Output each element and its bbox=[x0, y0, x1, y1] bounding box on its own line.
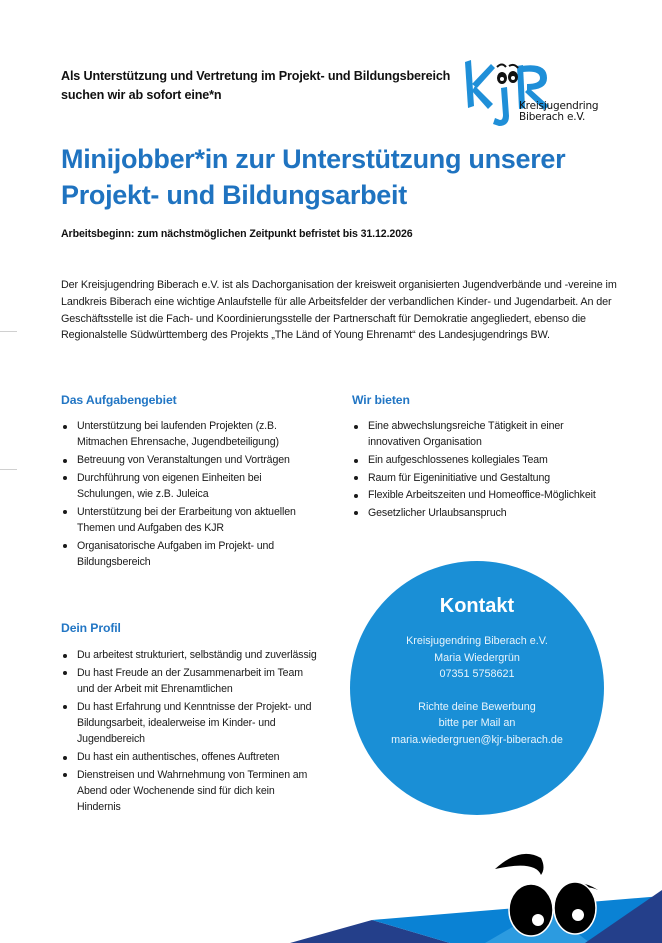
profile-list bbox=[62, 647, 317, 817]
intro-line-1: Als Unterstützung und Vertretung im Projekt- und Bildungsbereich bbox=[61, 69, 451, 83]
logo-subtitle bbox=[519, 101, 598, 123]
contact-details bbox=[350, 633, 604, 748]
offer-list-item: Ein aufgeschlossenes kollegiales Team bbox=[353, 452, 603, 468]
offer-list bbox=[353, 418, 603, 522]
logo-subtitle-line-2: Biberach e.V. bbox=[519, 111, 586, 123]
kjr-logo bbox=[457, 54, 597, 134]
contact-phone[interactable]: 07351 5758621 bbox=[439, 668, 515, 680]
left-eye-icon bbox=[509, 884, 553, 936]
profile-list-item: Du arbeitest strukturiert, selbständig und zuverlässig bbox=[62, 647, 317, 663]
contact-apply-line-2: bitte per Mail an bbox=[438, 717, 516, 729]
right-eye-icon bbox=[554, 882, 596, 934]
fold-mark-upper bbox=[0, 331, 17, 332]
tasks-list-item: Unterstützung bei der Erarbeitung von aktuellen Themen und Aufgaben des KJR bbox=[62, 504, 317, 537]
contact-apply-line-1: Richte deine Bewerbung bbox=[418, 700, 536, 713]
profile-heading: Dein Profil bbox=[61, 621, 121, 635]
tasks-list-item: Organisatorische Aufgaben im Projekt- und Bildungsbereich bbox=[62, 538, 317, 571]
contact-organization: Kreisjugendring Biberach e.V. bbox=[406, 635, 548, 647]
profile-list-item: Du hast ein authentisches, offenes Auftreten bbox=[62, 749, 317, 765]
job-title-line-2: Projekt- und Bildungsarbeit bbox=[61, 180, 407, 210]
offer-list-item: Raum für Eigeninitiative und Gestaltung bbox=[353, 470, 603, 486]
contact-title: Kontakt bbox=[439, 595, 515, 617]
profile-list-item: Dienstreisen und Wahrnehmung von Terminen am Abend oder Wochenende sind für dich kein Hindernis bbox=[62, 767, 317, 816]
job-title-line-1: Minijobber*in zur Unterstützung unserer bbox=[61, 144, 566, 174]
intro-text bbox=[61, 67, 461, 105]
profile-list-item: Du hast Erfahrung und Kenntnisse der Projekt- und Bildungsarbeit, idealerweise im Kinder- und Jugendbereich bbox=[62, 699, 317, 748]
tasks-list bbox=[62, 418, 317, 572]
intro-line-2: suchen wir ab sofort eine*n bbox=[61, 88, 222, 102]
fold-mark-lower bbox=[0, 469, 17, 470]
contact-name: Maria Wiedergrün bbox=[434, 651, 520, 664]
left-eyebrow-icon bbox=[495, 854, 544, 875]
tasks-list-item: Durchführung von eigenen Einheiten bei Schulungen, wie z.B. Juleica bbox=[62, 470, 317, 503]
contact-email[interactable]: maria.wiedergruen@kjr-biberach.de bbox=[391, 733, 563, 746]
start-info: Arbeitsbeginn: zum nächstmöglichen Zeitpunkt befristet bis 31.12.2026 bbox=[61, 228, 413, 240]
profile-list-item: Du hast Freude an der Zusammenarbeit im Team und der Arbeit mit Ehrenamtlichen bbox=[62, 665, 317, 698]
about-paragraph: Der Kreisjugendring Biberach e.V. ist als Dachorganisation der kreisweit organisierten Jugendverbände und -vereine im Landkreis Biberach eine wichtige Anlaufstelle für alle Arbeitsfelder der verbandlichen Kinder- und Jugendarbeit. An der Geschäftsstelle ist die Fach- und Koordinierungsstelle der Partnerschaft für Demokratie angegliedert, ebenso die Regionalstelle Südwürttemberg des Projekts „The Länd of Young Ehrenamt“ des Landesjugendrings BW. bbox=[61, 279, 617, 342]
contact-circle bbox=[350, 561, 604, 815]
tasks-heading: Das Aufgabengebiet bbox=[61, 393, 177, 407]
job-title bbox=[61, 141, 621, 213]
bottom-banner bbox=[0, 820, 662, 943]
tasks-list-item: Betreuung von Veranstaltungen und Vorträgen bbox=[62, 452, 317, 468]
offer-list-item: Gesetzlicher Urlaubsanspruch bbox=[353, 505, 603, 521]
logo-subtitle-line-1: Kreisjugendring bbox=[519, 100, 599, 112]
offer-list-item: Eine abwechslungsreiche Tätigkeit in einer innovativen Organisation bbox=[353, 418, 603, 451]
offer-list-item: Flexible Arbeitszeiten und Homeoffice-Möglichkeit bbox=[353, 487, 603, 503]
tasks-list-item: Unterstützung bei laufenden Projekten (z.B. Mitmachen Ehrensache, Jugendbeteiligung) bbox=[62, 418, 317, 451]
offer-heading: Wir bieten bbox=[352, 393, 410, 407]
